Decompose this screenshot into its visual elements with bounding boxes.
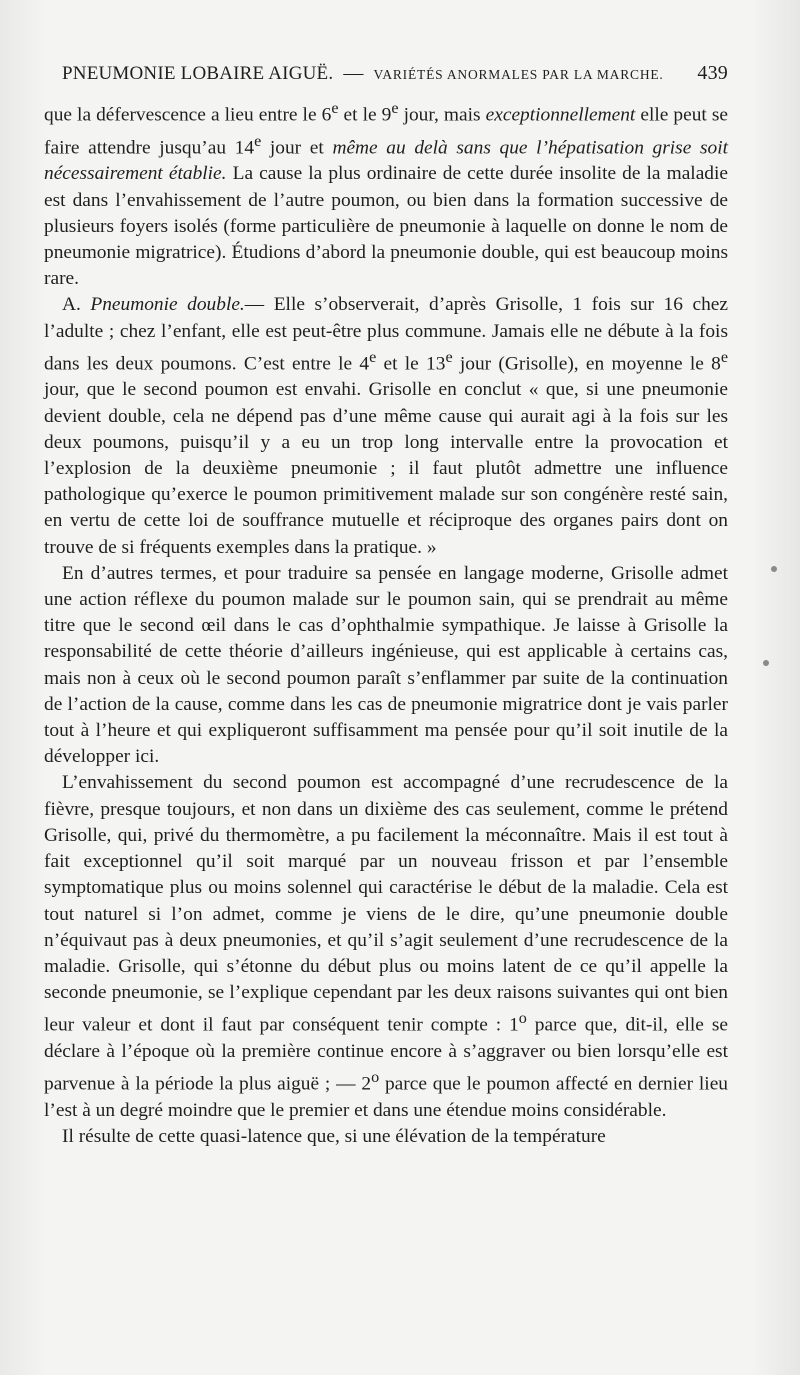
running-title: PNEUMONIE LOBAIRE AIGUË. <box>62 63 334 84</box>
scan-speck <box>763 660 769 666</box>
paragraph-3: En d’autres termes, et pour traduire sa pensée en langage moderne, Grisolle admet une action réflexe du poumon malade sur le poumon sain, qui se prendrait au même titre que le second œil dans le cas d’ophthalmie sympathique. Je laisse à Grisolle la responsabilité de cette théorie d’ailleurs ingénieuse, qui est applicable à certains cas, mais non à ceux où le second poumon paraît s’enflammer par suite de la continuation de l’action de la cause, comme dans les cas de pneumonie migratrice dont je vais parler tout à l’heure et qui expliqueront suffisamment ma pensée pour qu’il soit inutile de la développer ici. <box>44 562 728 768</box>
paragraph-1: que la défervescence a lieu entre le 6e et le 9e jour, mais exceptionnellement elle peut se faire attendre jusqu’au 14e jour et même au delà sans que l’hépatisation grise soit nécessairement établie. La cause la plus ordinaire de cette durée insolite de la maladie est dans l’envahissement de l’autre poumon, ou bien dans la formation successive de plusieurs foyers isolés (forme particulière de pneumonie à laquelle on donne le nom de pneumonie migratrice). Étudions d’abord la pneumonie double, qui est beaucoup moins rare. <box>44 100 728 290</box>
body-text <box>44 96 728 1150</box>
running-subtitle: VARIÉTÉS ANORMALES PAR LA MARCHE. <box>373 67 664 82</box>
paragraph-2: A. Pneumonie double.— Elle s’observerait, d’après Grisolle, 1 fois sur 16 chez l’adulte ; chez l’enfant, elle est peut-être plus commune. Jamais elle ne débute à la fois dans les deux poumons. C’est entre le 4e et le 13e jour (Grisolle), en moyenne le 8e jour, que le second poumon est envahi. Grisolle en conclut « que, si une pneumonie devient double, cela ne dépend pas d’une même cause qui aurait agi à la fois sur les deux poumons, puisqu’il y a eu un trop long intervalle entre la provocation et l’explosion de la deuxième pneumonie ; il faut plutôt admettre une influence pathologique qu’exerce le poumon primitivement malade sur son congénère resté sain, en vertu de cette loi de souffrance mutuelle et réciproque des organes pairs dont on trouve de si fréquents exemples dans la pratique. » <box>44 294 729 558</box>
section-heading: Pneumonie double. <box>90 294 245 316</box>
header-dash: — <box>343 62 364 84</box>
page-number: 439 <box>697 62 728 84</box>
scan-speck <box>771 566 777 572</box>
paragraph-5: Il résulte de cette quasi-latence que, si une élévation de la température <box>62 1126 606 1148</box>
paragraph-4: L’envahissement du second poumon est accompagné d’une recrudescence de la fièvre, presque toujours, et non dans un dixième des cas seulement, comme le prétend Grisolle, qui, privé du thermomètre, a pu facilement la méconnaître. Mais il est tout à fait exceptionnel qu’il soit marqué par un nouveau frisson et par l’ensemble symptomatique plus ou moins solennel qui caractérise le début de la maladie. Cela est tout naturel si l’on admet, comme je viens de le dire, qu’une pneumonie double n’équivaut pas à deux pneumonies, et qu’il s’agit seulement d’une recrudescence de la maladie. Grisolle, qui s’étonne du début plus ou moins latent de ce qu’il appelle la seconde pneumonie, se l’explique cependant par les deux raisons suivantes qui ont bien leur valeur et dont il faut par conséquent tenir compte : 1$^o$ parce que, dit-il, elle se déclare à l’époque où la première continue encore à s’aggraver ou bien lorsqu’elle est parvenue à la période la plus aiguë ; — 2$^o$ parce que le poumon affecté en dernier lieu l’est à un degré moindre que le premier et dans une étendue moins considérable. <box>44 772 728 1121</box>
running-header <box>62 62 728 88</box>
